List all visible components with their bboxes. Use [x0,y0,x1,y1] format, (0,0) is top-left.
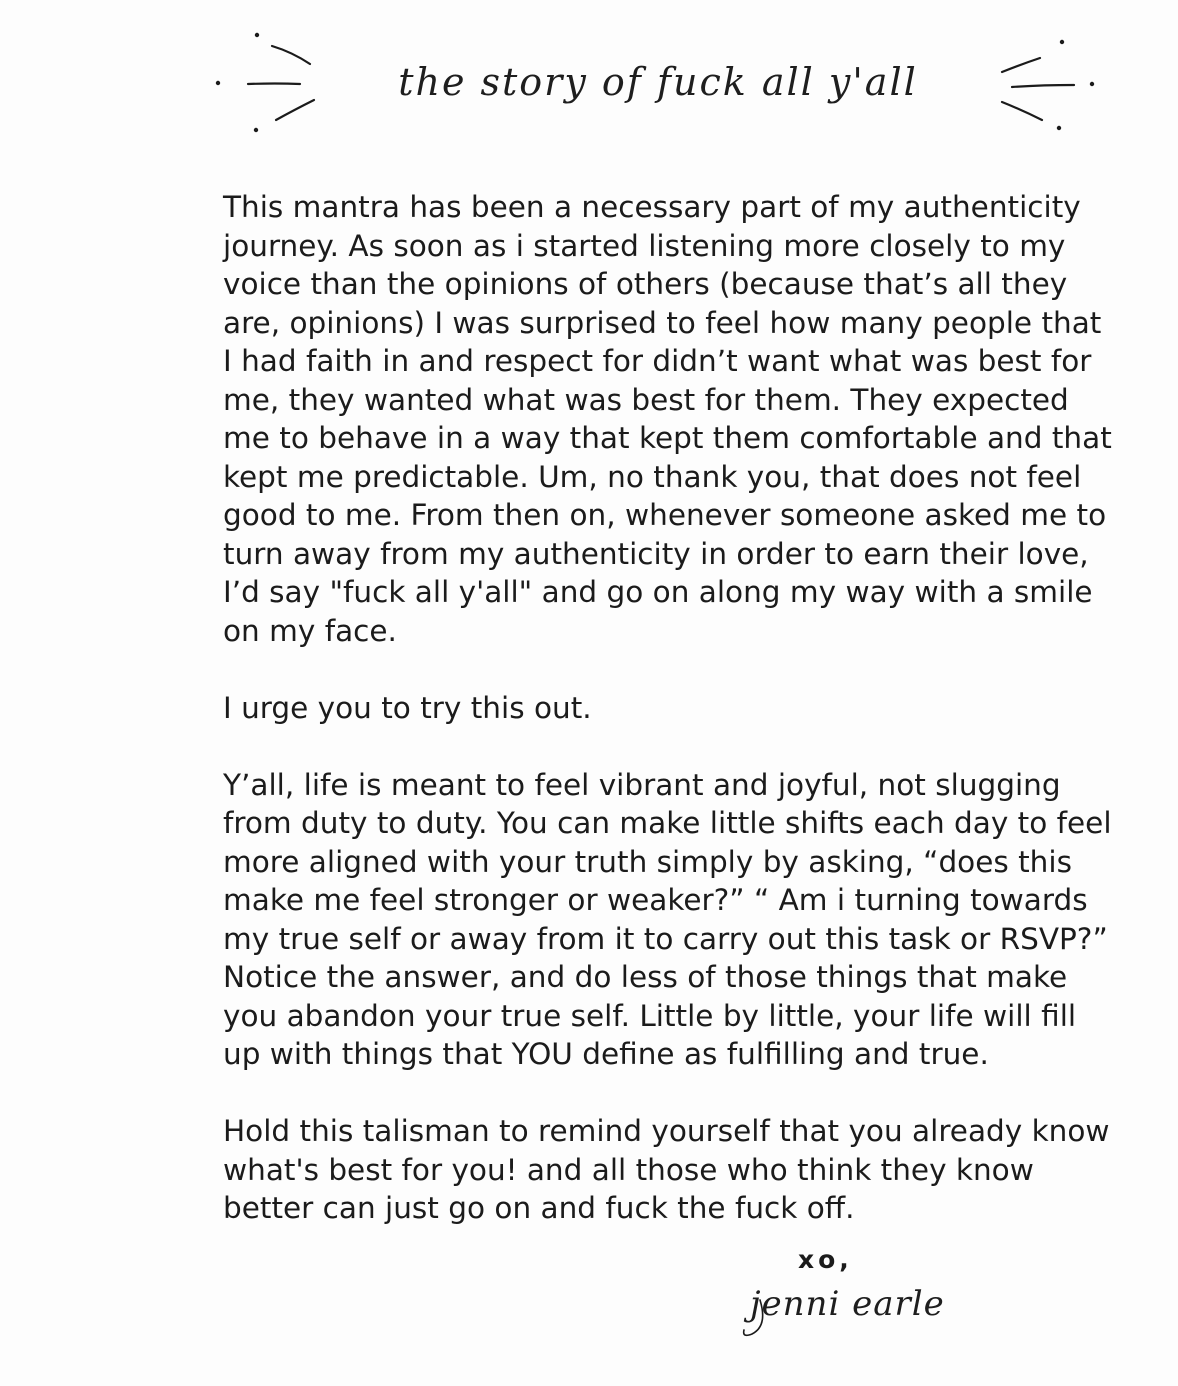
paragraph: This mantra has been a necessary part of my authenticity journey. As soon as i started listening more closely to my voice than the opinions of others (because that’s all they are, opinions) I was surprised to feel how many people that I had faith in and respect for didn’t want what was best for me, they wanted what was best for them. They expected me to behave in a way that kept them comfortable and that kept me predictable. Um, no thank you, that does not feel good to me. From then on, whenever someone asked me to turn away from my authenticity in order to earn their love, I’d say "fuck all y'all" and go on along my way with a smile on my face. [223,190,1112,648]
letter-body [223,188,1115,1266]
signoff: xo, [798,1245,853,1274]
paragraph: Hold this talisman to remind yourself that you already know what's best for you! and all those who think they know better can just go on and fuck the fuck off. [223,1114,1110,1225]
left-sparkle-flourish-icon [200,20,340,150]
paragraph: I urge you to try this out. [223,690,592,725]
title-banner [200,20,1110,150]
paragraph: Y’all, life is meant to feel vibrant and joyful, not slugging from duty to duty. You can make little shifts each day to feel more aligned with your truth simply by asking, “does this make me feel stronger or weaker?” “ Am i turning towards my true self or away from it to carry out this task or RSVP?” Notice the answer, and do less of those things that make you abandon your true self. Little by little, your life will fill up with things that YOU define as fulfilling and true. [223,767,1112,1071]
signature-text: jenni earle [750,1284,945,1324]
right-sparkle-flourish-icon [970,20,1110,150]
page-title: the story of fuck all y'all [398,60,918,104]
signature-flourish-icon [738,1282,1008,1342]
signature [738,1282,1008,1342]
